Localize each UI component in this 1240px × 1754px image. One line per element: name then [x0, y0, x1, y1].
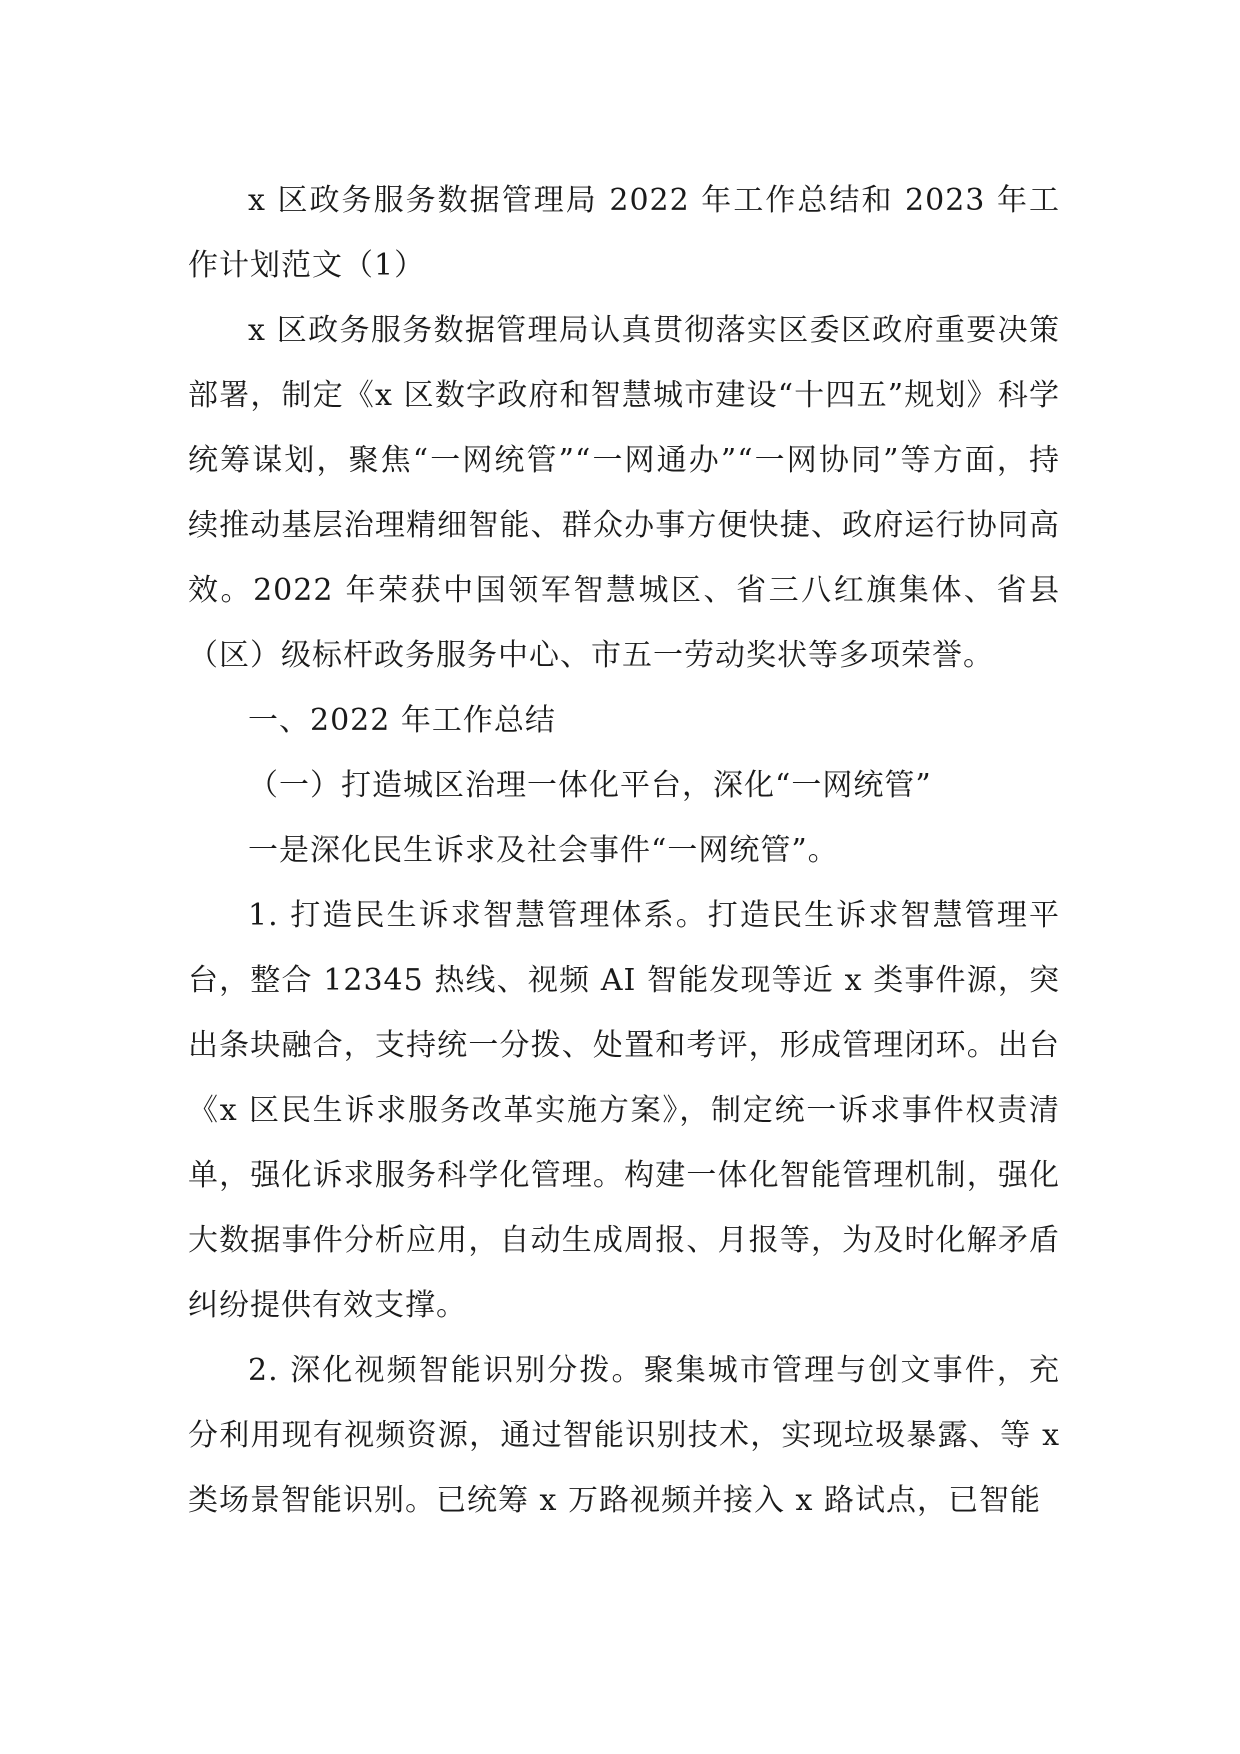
intro-paragraph: x 区政务服务数据管理局认真贯彻落实区委区政府重要决策部署，制定《x 区数字政府和智慧城市建设“十四五”规划》科学统筹谋划，聚焦“一网统管”“一网通办”“一网协同”等方面，持续推动基层治理精细智能、群众办事方便快捷、政府运行协同高效。2022 年荣获中国领军智慧城区、省三八红旗集体、省县（区）级标杆政务服务中心、市五一劳动奖状等多项荣誉。	[188, 313, 1060, 673]
document-body	[188, 168, 1060, 1533]
subsection-heading: （一）打造城区治理一体化平台，深化“一网统管”	[248, 768, 932, 803]
body-paragraph: 2. 深化视频智能识别分拨。聚集城市管理与创文事件，充分利用现有视频资源，通过智能识别技术，实现垃圾暴露、等 x 类场景智能识别。已统筹 x 万路视频并接入 x 路试点，已智能	[188, 1353, 1060, 1518]
point-heading: 一是深化民生诉求及社会事件“一网统管”。	[248, 833, 839, 868]
body-paragraph: 1. 打造民生诉求智慧管理体系。打造民生诉求智慧管理平台，整合 12345 热线、视频 AI 智能发现等近 x 类事件源，突出条块融合，支持统一分拨、处置和考评，形成管理闭环。出台《x 区民生诉求服务改革实施方案》，制定统一诉求事件权责清单，强化诉求服务科学化管理。构建一体化智能管理机制，强化大数据事件分析应用，自动生成周报、月报等，为及时化解矛盾纠纷提供有效支撑。	[188, 898, 1060, 1323]
section-heading: 一、2022 年工作总结	[248, 703, 556, 738]
document-title: x 区政务服务数据管理局 2022 年工作总结和 2023 年工作计划范文（1）	[188, 183, 1060, 283]
